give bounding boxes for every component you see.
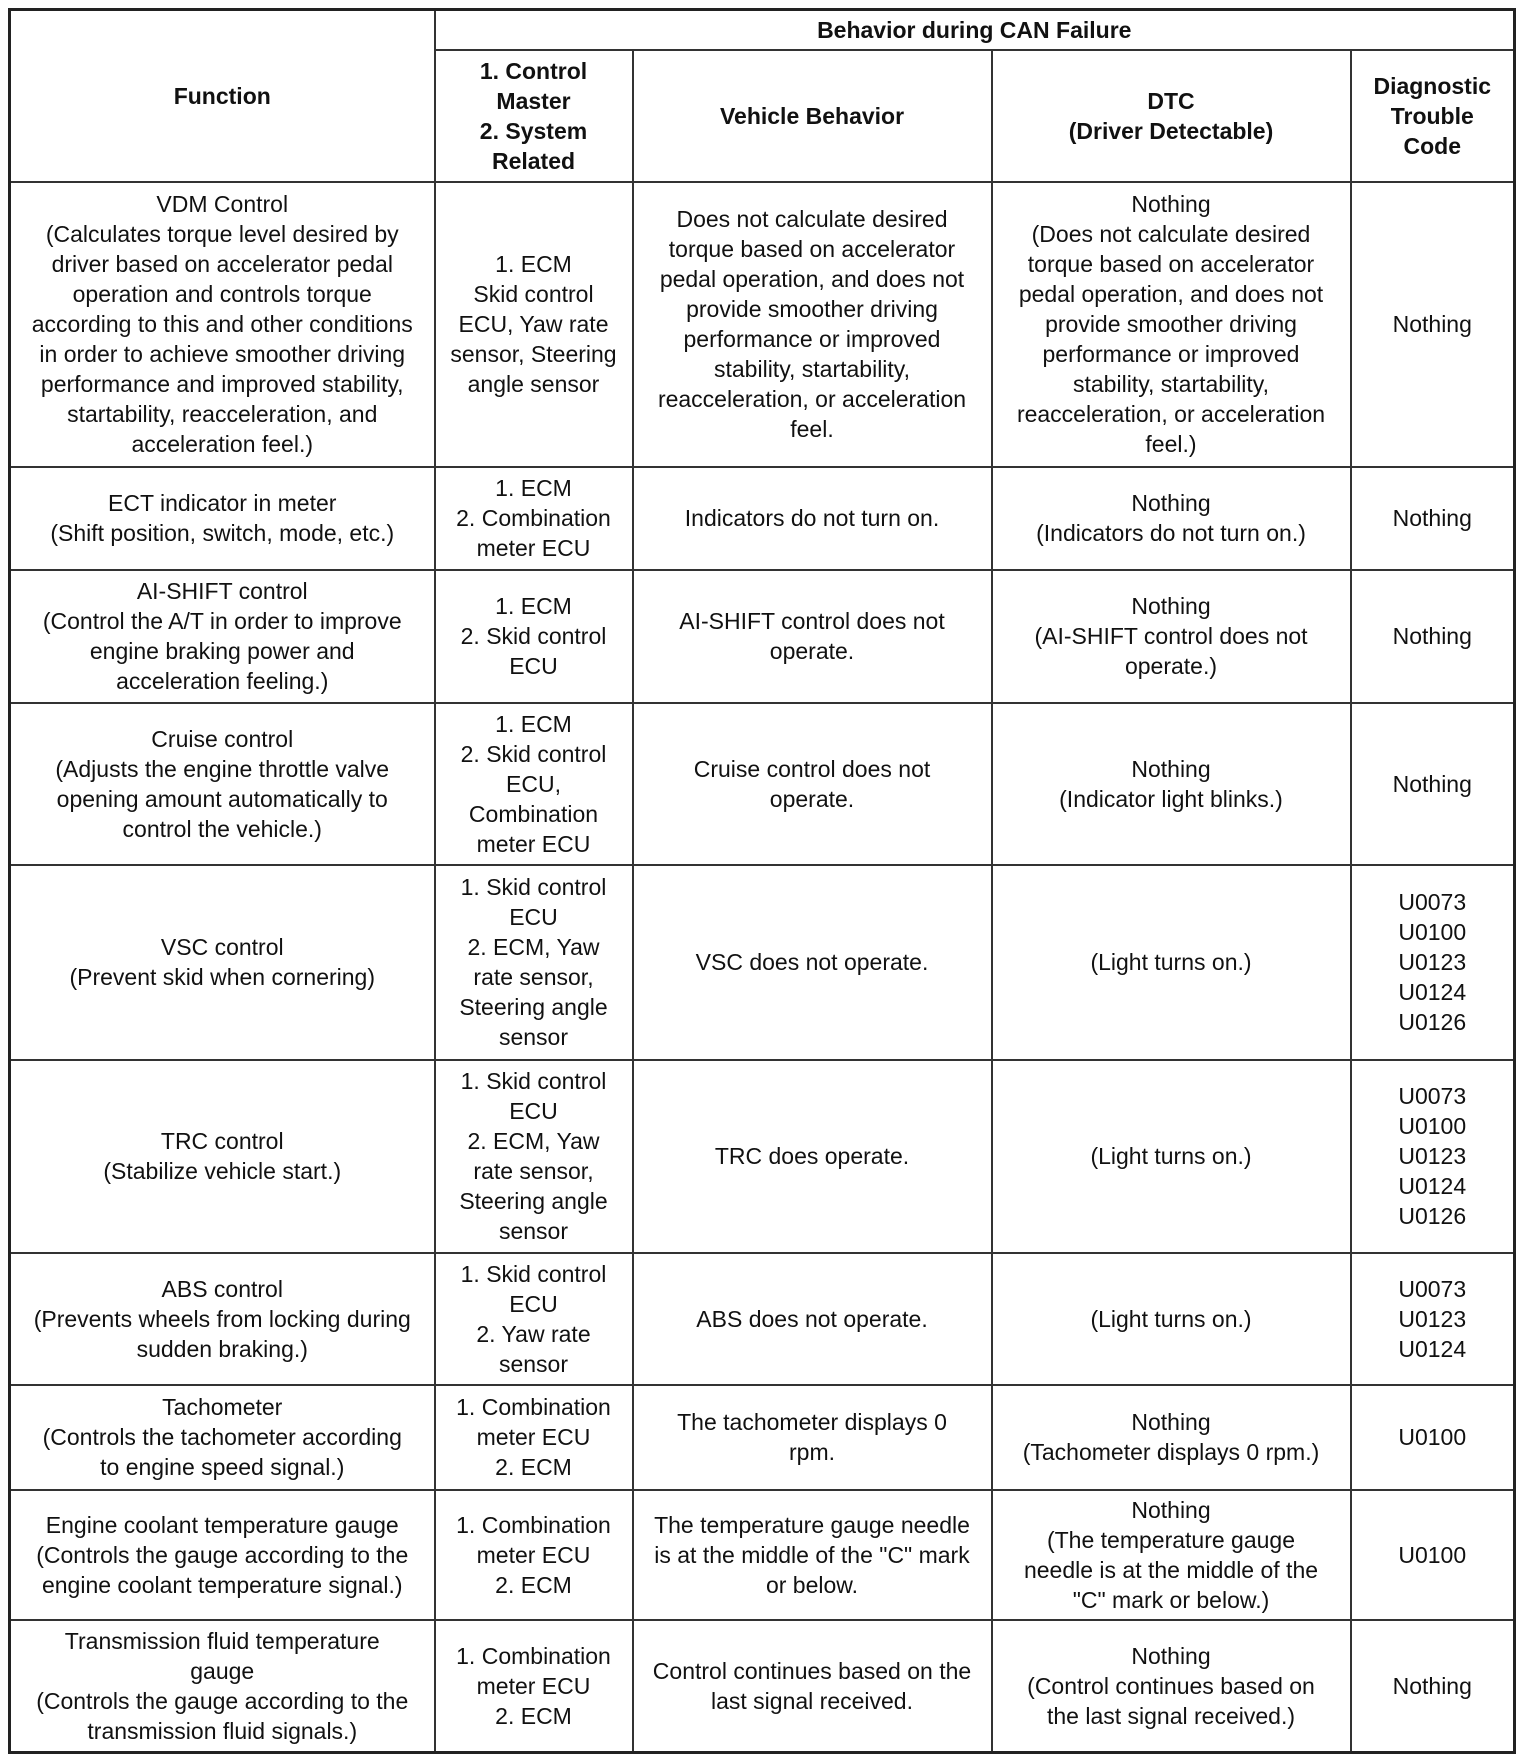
can-failure-table: [8, 8, 1516, 1754]
function-cell: Tachometer (Controls the tachometer according to engine speed signal.): [10, 1385, 435, 1490]
table-row: [10, 703, 1515, 865]
table-row: [10, 1490, 1515, 1620]
header-control-master: 1. Control Master 2. System Related: [435, 50, 633, 182]
control-master-cell: 1. Skid control ECU 2. ECM, Yaw rate sensor, Steering angle sensor: [435, 1060, 633, 1253]
dtc-driver-cell: (Light turns on.): [992, 1253, 1351, 1385]
trouble-code-cell: U0100: [1351, 1385, 1515, 1490]
function-cell: Transmission fluid temperature gauge (Controls the gauge according to the transmission fluid signals.): [10, 1620, 435, 1753]
trouble-code-cell: Nothing: [1351, 467, 1515, 570]
header-trouble-code: Diagnostic Trouble Code: [1351, 50, 1515, 182]
vehicle-behavior-cell: Control continues based on the last signal received.: [633, 1620, 992, 1753]
function-cell: Cruise control (Adjusts the engine throttle valve opening amount automatically to control the vehicle.): [10, 703, 435, 865]
dtc-driver-cell: (Light turns on.): [992, 865, 1351, 1060]
table-row: [10, 570, 1515, 703]
table-row: [10, 865, 1515, 1060]
dtc-driver-cell: Nothing (Does not calculate desired torque based on accelerator pedal operation, and does not provide smoother driving performance or improved stability, startability, reacceleration, or acceleration feel.): [992, 182, 1351, 467]
trouble-code-cell: U0073 U0100 U0123 U0124 U0126: [1351, 865, 1515, 1060]
dtc-driver-cell: (Light turns on.): [992, 1060, 1351, 1253]
table-header: [10, 10, 1515, 182]
trouble-code-cell: U0100: [1351, 1490, 1515, 1620]
function-cell: TRC control (Stabilize vehicle start.): [10, 1060, 435, 1253]
header-dtc-driver: DTC (Driver Detectable): [992, 50, 1351, 182]
function-cell: ECT indicator in meter (Shift position, switch, mode, etc.): [10, 467, 435, 570]
header-vehicle-behavior: Vehicle Behavior: [633, 50, 992, 182]
header-row-1: [10, 10, 1515, 50]
trouble-code-cell: Nothing: [1351, 182, 1515, 467]
control-master-cell: 1. ECM Skid control ECU, Yaw rate sensor, Steering angle sensor: [435, 182, 633, 467]
function-cell: Engine coolant temperature gauge (Controls the gauge according to the engine coolant temperature signal.): [10, 1490, 435, 1620]
vehicle-behavior-cell: TRC does operate.: [633, 1060, 992, 1253]
table-body: [10, 182, 1515, 1753]
trouble-code-cell: U0073 U0100 U0123 U0124 U0126: [1351, 1060, 1515, 1253]
vehicle-behavior-cell: The tachometer displays 0 rpm.: [633, 1385, 992, 1490]
function-cell: VDM Control (Calculates torque level desired by driver based on accelerator pedal operation and controls torque according to this and other conditions in order to achieve smoother driving performance and improved stability, startability, reacceleration, and acceleration feel.): [10, 182, 435, 467]
dtc-driver-cell: Nothing (AI-SHIFT control does not operate.): [992, 570, 1351, 703]
header-behavior-group: Behavior during CAN Failure: [435, 10, 1515, 50]
vehicle-behavior-cell: The temperature gauge needle is at the middle of the "C" mark or below.: [633, 1490, 992, 1620]
vehicle-behavior-cell: Does not calculate desired torque based on accelerator pedal operation, and does not provide smoother driving performance or improved stability, startability, reacceleration, or acceleration feel.: [633, 182, 992, 467]
trouble-code-cell: Nothing: [1351, 570, 1515, 703]
trouble-code-cell: Nothing: [1351, 703, 1515, 865]
vehicle-behavior-cell: VSC does not operate.: [633, 865, 992, 1060]
header-function: Function: [10, 10, 435, 182]
function-cell: VSC control (Prevent skid when cornering): [10, 865, 435, 1060]
trouble-code-cell: U0073 U0123 U0124: [1351, 1253, 1515, 1385]
vehicle-behavior-cell: AI-SHIFT control does not operate.: [633, 570, 992, 703]
control-master-cell: 1. Combination meter ECU 2. ECM: [435, 1620, 633, 1753]
document-page: [8, 8, 1513, 1754]
control-master-cell: 1. Combination meter ECU 2. ECM: [435, 1490, 633, 1620]
vehicle-behavior-cell: Cruise control does not operate.: [633, 703, 992, 865]
control-master-cell: 1. Skid control ECU 2. ECM, Yaw rate sensor, Steering angle sensor: [435, 865, 633, 1060]
dtc-driver-cell: Nothing (Tachometer displays 0 rpm.): [992, 1385, 1351, 1490]
dtc-driver-cell: Nothing (Indicator light blinks.): [992, 703, 1351, 865]
control-master-cell: 1. ECM 2. Skid control ECU, Combination meter ECU: [435, 703, 633, 865]
control-master-cell: 1. Skid control ECU 2. Yaw rate sensor: [435, 1253, 633, 1385]
table-row: [10, 1620, 1515, 1753]
vehicle-behavior-cell: ABS does not operate.: [633, 1253, 992, 1385]
table-row: [10, 182, 1515, 467]
table-row: [10, 467, 1515, 570]
control-master-cell: 1. ECM 2. Skid control ECU: [435, 570, 633, 703]
table-row: [10, 1060, 1515, 1253]
function-cell: ABS control (Prevents wheels from locking during sudden braking.): [10, 1253, 435, 1385]
control-master-cell: 1. Combination meter ECU 2. ECM: [435, 1385, 633, 1490]
trouble-code-cell: Nothing: [1351, 1620, 1515, 1753]
dtc-driver-cell: Nothing (Indicators do not turn on.): [992, 467, 1351, 570]
table-row: [10, 1253, 1515, 1385]
dtc-driver-cell: Nothing (The temperature gauge needle is at the middle of the "C" mark or below.): [992, 1490, 1351, 1620]
control-master-cell: 1. ECM 2. Combination meter ECU: [435, 467, 633, 570]
dtc-driver-cell: Nothing (Control continues based on the last signal received.): [992, 1620, 1351, 1753]
table-row: [10, 1385, 1515, 1490]
vehicle-behavior-cell: Indicators do not turn on.: [633, 467, 992, 570]
function-cell: AI-SHIFT control (Control the A/T in order to improve engine braking power and acceleration feeling.): [10, 570, 435, 703]
